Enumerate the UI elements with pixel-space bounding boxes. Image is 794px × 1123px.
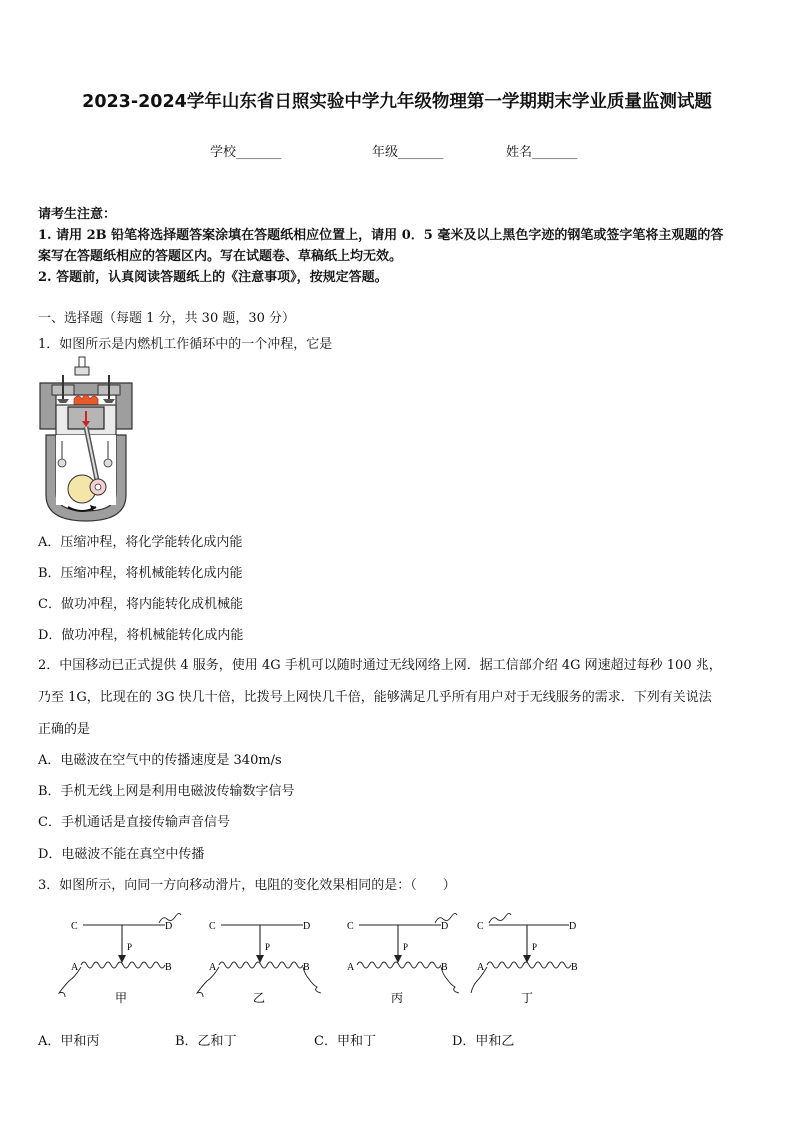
svg-text:D: D [165,921,173,932]
svg-text:B: B [441,962,448,973]
q3-option-b: B．乙和丁 [175,1034,237,1049]
q2-stem-line-3: 正确的是 [38,722,91,737]
q1-option-d: D．做功冲程，将机械能转化成内能 [38,628,244,643]
svg-text:D: D [303,921,311,932]
q2-option-d: D．电磁波不能在真空中传播 [38,847,205,862]
rheostat-ding [471,913,578,1005]
svg-text:丙: 丙 [391,991,404,1005]
svg-text:C: C [477,921,484,932]
svg-text:P: P [127,942,133,952]
svg-text:B: B [165,962,172,973]
svg-text:P: P [532,942,538,952]
q3-option-d: D．甲和乙 [452,1034,515,1049]
svg-text:C: C [71,921,78,932]
q3-stem: 3．如图所示，向同一方向移动滑片，电阻的变化效果相同的是：（ ） [38,878,456,893]
svg-text:A: A [477,962,485,973]
q3-option-c: C．甲和丁 [314,1034,376,1049]
q2-option-c: C．手机通话是直接传输声音信号 [38,815,230,830]
q2-option-a: A．电磁波在空气中的传播速度是 340m/s [38,753,282,768]
q2-stem-line-1: 2．中国移动已正式提供 4 服务，使用 4G 手机可以随时通过无线网络上网．据工信部介绍 4G 网速超过每秒 100 兆， [38,658,722,673]
q2-stem-line-2: 乃至 1G，比现在的 3G 快几十倍，比拨号上网快几千倍，能够满足几乎所有用户对于无线服务的需求．下列有关说法 [38,690,712,705]
svg-text:A: A [347,962,355,973]
svg-text:A: A [71,962,79,973]
q1-option-c: C．做功冲程，将内能转化成机械能 [38,597,243,612]
rheostat-bing [347,913,459,1005]
rheostat-figures [55,905,585,1010]
q2-option-b: B．手机无线上网是利用电磁波传输数字信号 [38,784,295,799]
rheostat-yi [197,921,321,1005]
school-field: 学校_______ [210,145,282,160]
svg-text:丁: 丁 [521,991,534,1005]
svg-text:B: B [303,962,310,973]
notice-item-1: 1. 请用 2B 铅笔将选择题答案涂填在答题纸相应位置上，请用 0．5 毫米及以上黑色字迹的钢笔或签字笔将主观题的答 [38,228,724,243]
svg-text:乙: 乙 [253,991,266,1005]
svg-text:A: A [209,962,217,973]
svg-text:C: C [209,921,216,932]
q1-option-a: A．压缩冲程，将化学能转化成内能 [38,535,243,550]
page-title: 2023-2024学年山东省日照实验中学九年级物理第一学期期末学业质量监测试题 [82,92,712,112]
svg-text:甲: 甲 [115,991,128,1005]
grade-field: 年级_______ [372,145,444,160]
notice-item-2: 2. 答题前，认真阅读答题纸上的《注意事项》，按规定答题。 [38,270,388,285]
q1-stem: 1．如图所示是内燃机工作循环中的一个冲程，它是 [38,337,333,352]
rheostat-jia [59,913,181,1005]
svg-text:D: D [569,921,577,932]
notice-item-1-cont: 案写在答题纸相应的答题区内。写在试题卷、草稿纸上均无效。 [38,249,403,264]
svg-text:D: D [441,921,449,932]
name-field: 姓名_______ [506,145,578,160]
engine-figure [38,355,134,525]
section-heading: 一、选择题（每题 1 分，共 30 题，30 分） [38,311,296,326]
svg-text:B: B [571,962,578,973]
notice-heading: 请考生注意： [38,207,117,222]
svg-text:P: P [265,942,271,952]
q3-option-a: A．甲和丙 [38,1034,100,1049]
q1-option-b: B．压缩冲程，将机械能转化成内能 [38,566,243,581]
svg-text:P: P [403,942,409,952]
svg-text:C: C [347,921,354,932]
